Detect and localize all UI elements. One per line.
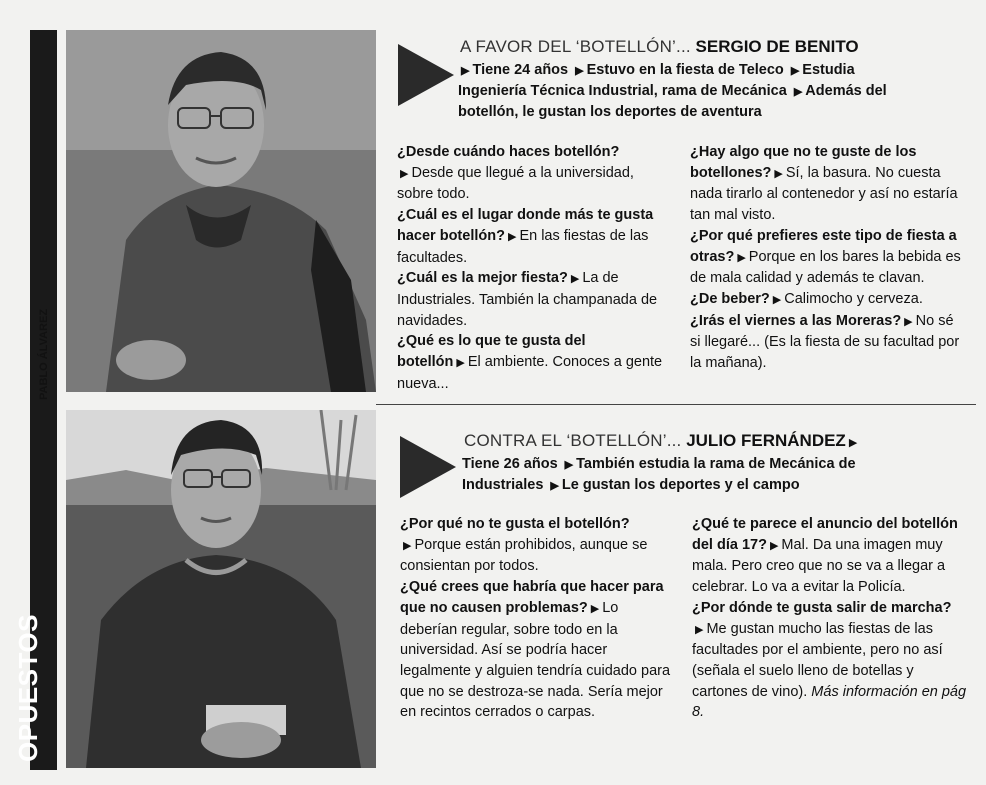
answer: Sí, la basura. No cuesta nada tirarlo al contenedor y así no estaría tan mal visto. — [690, 164, 958, 224]
question: ¿Por qué no te gusta el botellón? — [400, 516, 630, 532]
interview2-col2: ¿Qué te parece el anuncio del botellón del día 17? ▶ Mal. Da una imagen muy mala. Pero creo que no se va a llegar a celebrar. Lo va a evitar la Policía. ¿Por dónde te gusta salir de marcha?▶ Me gustan mucho las fiestas de las facultades por el ambiente, pero no así (señala el suelo lleno de botellas y cartones de vino). Más información en pág 8. — [692, 516, 967, 721]
answer: La de Industriales. También la champanada de navidades. — [397, 270, 658, 329]
photo-julio — [66, 410, 376, 768]
answer: No sé si llegaré... (Es la fiesta de su facultad por la mañana). — [690, 312, 960, 372]
section-bar: OPUESTOS — [30, 30, 57, 770]
question: ¿Desde cuándo haces botellón? — [397, 144, 620, 160]
interview1-name: SERGIO DE BENITO — [695, 37, 859, 56]
fact: También estudia la rama de Mecánica de Industriales — [462, 456, 856, 493]
question: ¿Cuál es el lugar donde más te gusta hacer botellón? — [397, 207, 654, 244]
question: ¿Qué crees que habría que hacer para que no causen problemas? — [400, 579, 664, 616]
answer: El ambiente. Conoces a gente nueva... — [397, 354, 663, 392]
arrow-icon — [398, 44, 454, 106]
interview1-heading — [460, 36, 859, 58]
fact: Le gustan los deportes y el campo — [561, 477, 800, 493]
interview2-heading: CONTRA EL ‘BOTELLÓN’... JULIO FERNÁNDEZ ▶ — [464, 431, 858, 450]
photo-sergio — [66, 30, 376, 392]
question: ¿Por dónde te gusta salir de marcha? — [692, 599, 952, 616]
answer: Porque en los bares la bebida es de mala calidad y además te clavan. — [690, 248, 961, 287]
question: ¿De beber? — [690, 290, 770, 307]
answer: Lo deberían regular, sobre todo en la universidad. Así se podría hacer legalmente y alguien tendría cuidado para que no se destroza-se nada. Sería mejor en recintos cerrados o carpas. — [400, 599, 671, 721]
interview2-col1: ¿Por qué no te gusta el botellón?▶ Porque están prohibidos, aunque se consientan por todos. ¿Qué crees que habría que hacer para que no causen problemas? ▶ Lo deberían regular, sobre todo en la universidad. Así se podría hacer legalmente y alguien tendría cuidado para que no se destroza-se nada. Sería mejor en recintos cerrados o carpas. — [400, 516, 671, 721]
fact: Tiene 24 años — [472, 62, 569, 78]
fact: Estuvo en la fiesta de Teleco — [586, 62, 784, 78]
fact: Tiene 26 años — [462, 456, 558, 472]
section-divider — [376, 404, 976, 405]
question: ¿Por qué prefieres este tipo de fiesta a otras? — [690, 227, 957, 265]
photo-credit: PABLO ÁLVAREZ — [38, 308, 50, 400]
question: ¿Hay algo que no te guste de los botellones? — [690, 144, 917, 181]
interview1-facts: ▶ Tiene 24 años ▶ Estuvo en la fiesta de Teleco ▶ Estudia Ingeniería Técnica Industrial, rama de Mecánica ▶ Además del botellón, le gustan los deportes de aventura — [458, 62, 887, 120]
question: ¿Qué te parece el anuncio del botellón del día 17? — [692, 516, 958, 553]
interview1-col1: ¿Desde cuándo haces botellón?▶ Desde que llegué a la universidad, sobre todo. ¿Cuál es el lugar donde más te gusta hacer botellón? ▶ En las fiestas de las facultades. ¿Cuál es la mejor fiesta? ▶ La de Industriales. También la champanada de navidades. ¿Qué es lo que te gusta del botellón ▶ El ambiente. Conoces a gente nueva... — [397, 144, 663, 392]
question: ¿Irás el viernes a las Moreras? — [690, 312, 902, 329]
interview2-name: JULIO FERNÁNDEZ — [686, 431, 846, 450]
fact: Además del botellón, le gustan los deportes de aventura — [458, 83, 887, 120]
interview2-facts: Tiene 26 años ▶ También estudia la rama de Mecánica de Industriales ▶ Le gustan los deportes y el campo — [462, 456, 856, 493]
question: ¿Cuál es la mejor fiesta? — [397, 270, 568, 287]
answer: Me gustan mucho las fiestas de las facultades por el ambiente, pero no así (señala el suelo lleno de botellas y cartones de vino). — [692, 620, 943, 700]
interview2-label: CONTRA EL ‘BOTELLÓN’... — [464, 431, 682, 450]
answer: Porque están prohibidos, aunque se consientan por todos. — [400, 536, 648, 575]
answer: Calimocho y cerveza. — [784, 290, 923, 307]
answer: Mal. Da una imagen muy mala. Pero creo que no se va a llegar a celebrar. Lo va a evitar la Policía. — [692, 536, 946, 596]
more-info-link: Más información en pág 8. — [692, 683, 967, 721]
answer: Desde que llegué a la universidad, sobre todo. — [397, 164, 634, 203]
interview1-col2: ¿Hay algo que no te guste de los botellones? ▶ Sí, la basura. No cuesta nada tirarlo al contenedor y así no estaría tan mal visto. ¿Por qué prefieres este tipo de fiesta a otras? ▶ Porque en los bares la bebida es de mala calidad y además te clavan. ¿De beber? ▶ Calimocho y cerveza. ¿Irás el viernes a las Moreras? ▶ No sé si llegaré... (Es la fiesta de su facultad por la mañana). — [690, 144, 961, 372]
answer: En las fiestas de las facultades. — [397, 227, 649, 266]
interview1-label: A FAVOR DEL ‘BOTELLÓN’... — [460, 37, 691, 56]
arrow-icon — [400, 436, 456, 498]
question: ¿Qué es lo que te gusta del botellón — [397, 333, 586, 371]
fact: Estudia Ingeniería Técnica Industrial, rama de Mecánica — [458, 62, 855, 99]
